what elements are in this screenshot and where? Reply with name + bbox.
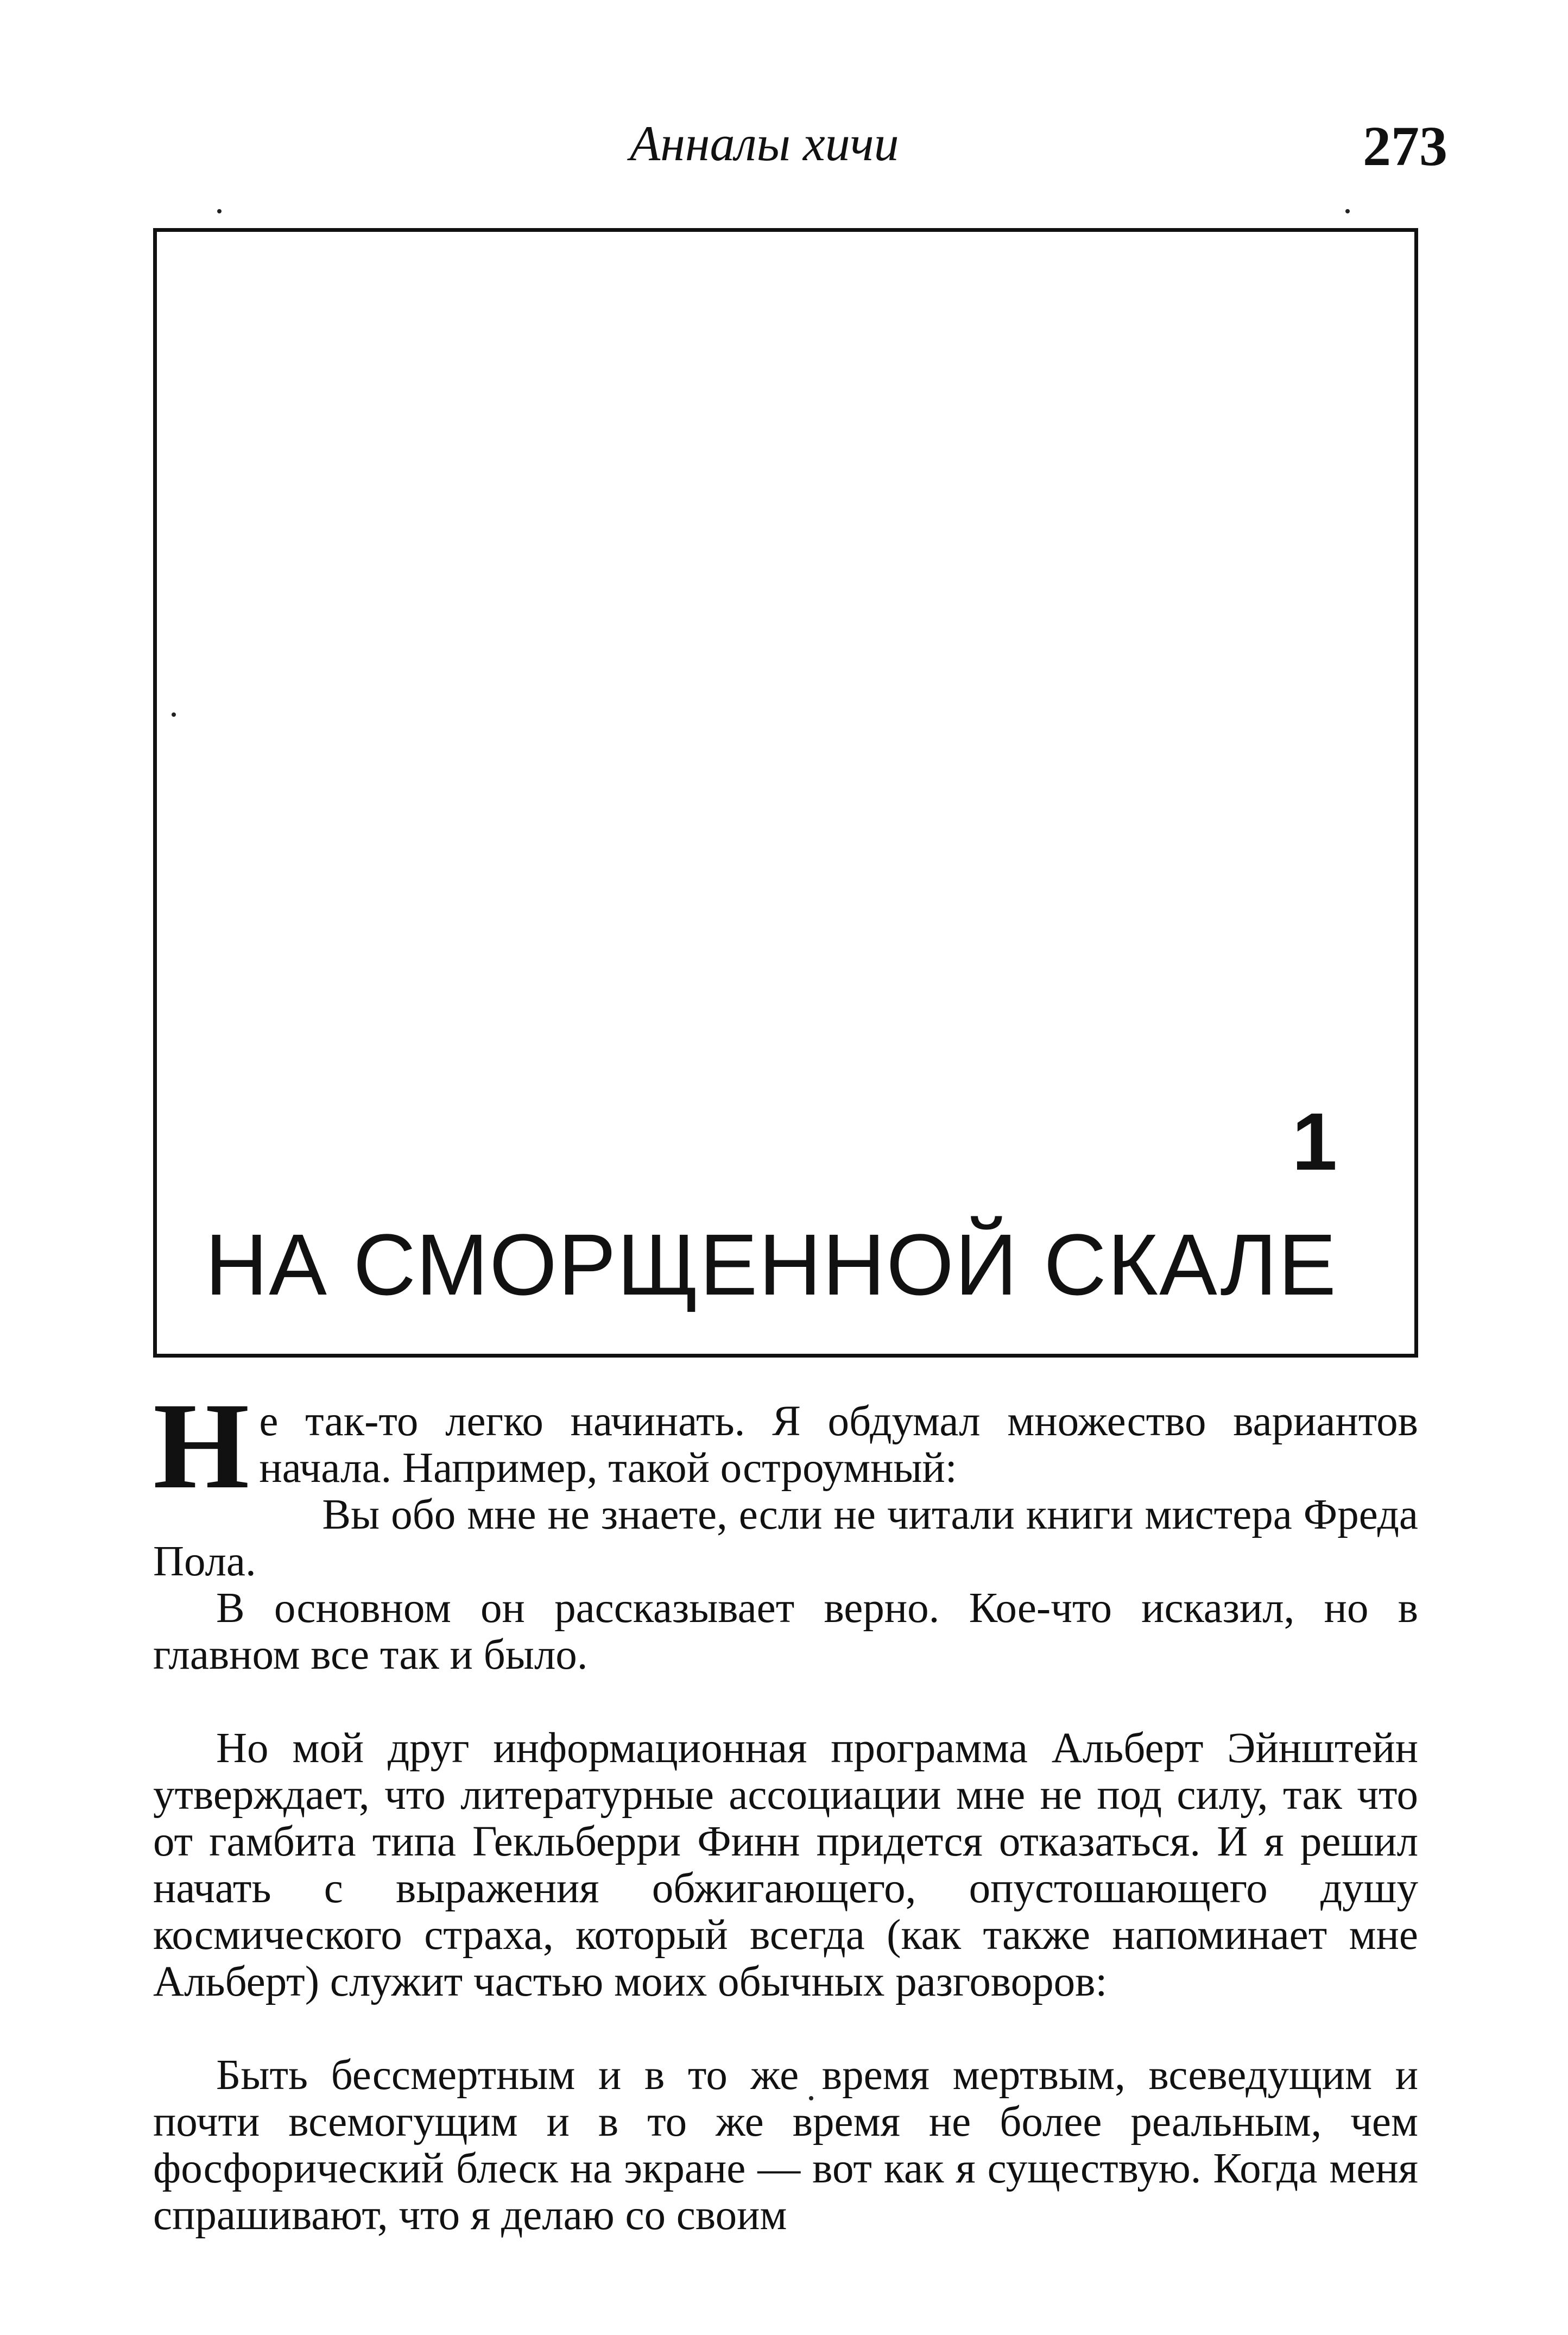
paragraph-5: Быть бессмертным и в то же время мертвым, всеведущим и почти всемогущим и в то же время не более реальным, чем фосфорический блеск на экране — вот как я существую. Когда меня спрашивают, что я делаю со своим — [153, 2052, 1418, 2239]
print-speck — [217, 209, 222, 213]
running-title: Анналы хичи — [630, 116, 899, 171]
paragraph-3: В основном он рассказывает верно. Кое-что исказил, но в главном все так и было. — [153, 1585, 1418, 1678]
paragraph-2: Вы обо мне не знаете, если не читали книги мистера Фреда Пола. — [153, 1491, 1418, 1585]
paragraph-1-text: е так-то легко начинать. Я обдумал множество вариантов начала. Например, такой остроумный: — [259, 1398, 1418, 1492]
chapter-number: 1 — [1292, 1096, 1337, 1187]
chapter-heading-box — [153, 228, 1418, 1358]
chapter-title: НА СМОРЩЕННОЙ СКАЛЕ — [205, 1216, 1337, 1313]
drop-cap: Н — [153, 1378, 250, 1514]
page-number: 273 — [1363, 115, 1447, 178]
print-speck — [1345, 209, 1350, 213]
body-text — [153, 1378, 1418, 2239]
paragraph-1 — [153, 1378, 1418, 1514]
paragraph-4: Но мой друг информационная программа Альберт Эйнштейн утверждает, что литературные ассоциации мне не под силу, так что от гамбита типа Гекльберри Финн придется отказаться. И я решил начать с выражения обжигающего, опустошающего душу космического страха, который всегда (как также напоминает мне Альберт) служит частью моих обычных разговоров: — [153, 1725, 1418, 2005]
